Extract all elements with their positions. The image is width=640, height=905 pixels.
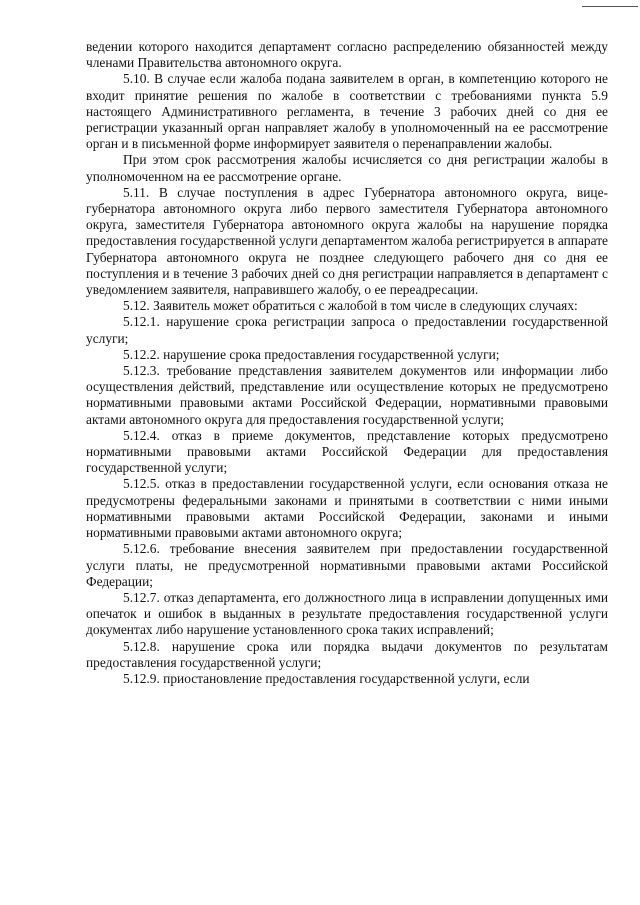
paragraph-5-12-6: 5.12.6. требование внесения заявителем при предоставлении государственной услуги платы, не предусмотренной нормативными правовыми актами Российской Федерации; — [86, 541, 608, 589]
paragraph-5-12-1: 5.12.1. нарушение срока регистрации запроса о предоставлении государственной услуги; — [86, 314, 608, 346]
paragraph-5-12-7: 5.12.7. отказ департамента, его должностного лица в исправлении допущенных ими опечаток и ошибок в выданных в результате предоставления государственной услуги документах либо нарушение установленного срока таких исправлений; — [86, 589, 608, 638]
paragraph-5-11: 5.11. В случае поступления в адрес Губернатора автономного округа, вице-губернатора автономного округа либо первого заместителя Губернатора автономного округа, заместителя Губернатора автономного округа жалобы на нарушение порядка предоставления государственной услуги департаментом жалоба регистрируется в аппарате Губернатора автономного округа не позднее следующего рабочего дня со дня ее поступления и в течение 3 рабочих дней со дня регистрации направляется в департамент с уведомлением заявителя, направившего жалобу, о ее переадресации. — [86, 184, 608, 298]
corner-line — [582, 6, 638, 7]
paragraph-5-12-9: 5.12.9. приостановление предоставления государственной услуги, если — [123, 670, 530, 686]
paragraph-continuation: ведении которого находится департамент согласно распределению обязанностей между членами Правительства автономного округа. — [86, 39, 608, 71]
paragraph-5-12-2: 5.12.2. нарушение срока предоставления государственной услуги; — [123, 346, 500, 362]
paragraph-5-12-8: 5.12.8. нарушение срока или порядка выдачи документов по результатам предоставления государственной услуги; — [86, 638, 608, 670]
paragraph-term-note: При этом срок рассмотрения жалобы исчисляется со дня регистрации жалобы в уполномоченном на ее рассмотрение органе. — [86, 152, 608, 184]
paragraph-5-12-4: 5.12.4. отказ в приеме документов, представление которых предусмотрено нормативными правовыми актами Российской Федерации для предоставления государственной услуги; — [86, 427, 608, 476]
document-body — [86, 39, 608, 687]
paragraph-5-12: 5.12. Заявитель может обратиться с жалобой в том числе в следующих случаях: — [123, 298, 578, 314]
paragraph-5-12-5: 5.12.5. отказ в предоставлении государственной услуги, если основания отказа не предусмотрены федеральными законами и принятыми в соответствии с ними иными нормативными правовыми актами Российской Федерации, законами и иными нормативными правовыми актами автономного округа; — [86, 476, 608, 541]
paragraph-5-12-3: 5.12.3. требование представления заявителем документов или информации либо осуществления действий, представление или осуществление которых не предусмотрено нормативными правовыми актами Российской Федерации, нормативными правовыми актами автономного округа для предоставления государственной услуги; — [86, 363, 608, 427]
paragraph-5-10: 5.10. В случае если жалоба подана заявителем в орган, в компетенцию которого не входит принятие решения по жалобе в соответствии с требованиями пункта 5.9 настоящего Административного регламента, в течение 3 рабочих дней со дня ее регистрации указанный орган направляет жалобу в уполномоченный на ее рассмотрение орган и в письменной форме информирует заявителя о перенаправлении жалобы. — [86, 71, 608, 152]
